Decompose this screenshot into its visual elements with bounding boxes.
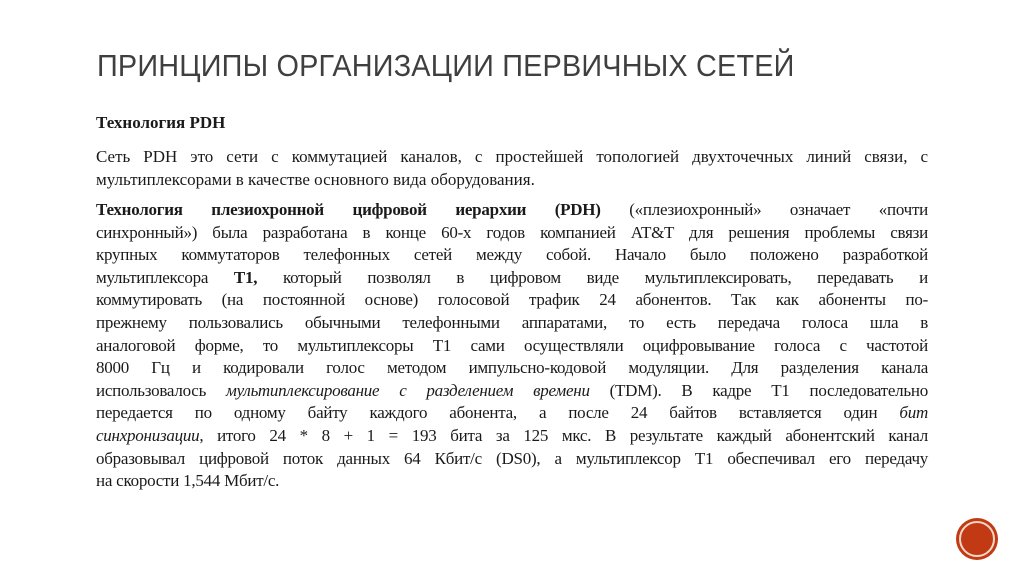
text-segment: синхронный») была разработана в конце 60-х годов компанией AT&T для решения проблемы связи <box>96 222 928 242</box>
text-line <box>96 289 928 312</box>
text-line <box>96 199 928 222</box>
text-segment: на скорости 1,544 Мбит/с. <box>96 471 280 491</box>
text-segment: мультиплексора <box>96 267 234 287</box>
text-segment: («плезиохронный» означает «почти <box>600 200 928 219</box>
text-segment: , итого 24 * 8 + 1 = 193 бита за 125 мкс. В результате каждый абонентский канал <box>199 425 928 445</box>
text-line <box>96 425 928 448</box>
text-segment: использовалось <box>96 380 226 400</box>
text-segment: передается по одному байту каждого абонента, а после 24 байтов вставляется один <box>96 403 900 423</box>
text-segment: коммутировать (на постоянной основе) голосовой трафик 24 абонентов. Так как абоненты по- <box>96 290 928 310</box>
paragraph-pdh-definition <box>96 146 928 191</box>
text-segment: который позволял в цифровом виде мультиплексировать, передавать и <box>257 267 928 287</box>
text-segment: T1, <box>233 267 258 287</box>
text-segment: Сеть PDH это сети с коммутацией каналов, с простейшей топологией двухточечных линий связи, с <box>96 147 928 166</box>
text-segment: аналоговой форме, то мультиплексоры T1 сами осуществляли оцифровывание голоса с частотой <box>96 335 928 355</box>
text-line <box>96 244 928 267</box>
text-segment: 8000 Гц и кодировали голос методом импульсно-кодовой модуляции. Для разделения канала <box>96 358 928 378</box>
text-line <box>96 380 928 403</box>
text-line <box>96 357 928 380</box>
text-segment: (TDM). В кадре T1 последовательно <box>589 380 928 400</box>
text-line <box>96 169 928 192</box>
text-segment: мультиплексирование с разделением времени <box>225 380 590 400</box>
text-line <box>96 335 928 358</box>
text-line <box>96 267 928 290</box>
text-segment: синхронизации <box>96 425 200 445</box>
text-segment: крупных коммутаторов телефонных сетей между собой. Начало было положено разработкой <box>96 245 928 265</box>
text-segment: бит <box>899 403 928 423</box>
text-line <box>96 448 928 471</box>
section-heading: Технология PDH <box>96 113 226 132</box>
paragraph-pdh-history <box>96 199 928 493</box>
text-line <box>96 402 928 425</box>
text-line <box>96 222 928 245</box>
slide-decoration-circle-icon <box>959 521 995 557</box>
text-line <box>96 470 928 493</box>
text-segment: образовывал цифровой поток данных 64 Кбит/с (DS0), а мультиплексор T1 обеспечивал его передачу <box>96 448 928 468</box>
text-segment: мультиплексорами в качестве основного вида оборудования. <box>96 169 535 189</box>
text-line <box>96 312 928 335</box>
text-segment: Технология плезиохронной цифровой иерархии (PDH) <box>96 200 601 219</box>
text-segment: прежнему пользовались обычными телефонными аппаратами, то есть передача голоса шла в <box>96 312 928 332</box>
text-line <box>96 146 928 169</box>
slide-title: ПРИНЦИПЫ ОРГАНИЗАЦИИ ПЕРВИЧНЫХ СЕТЕЙ <box>97 48 795 83</box>
